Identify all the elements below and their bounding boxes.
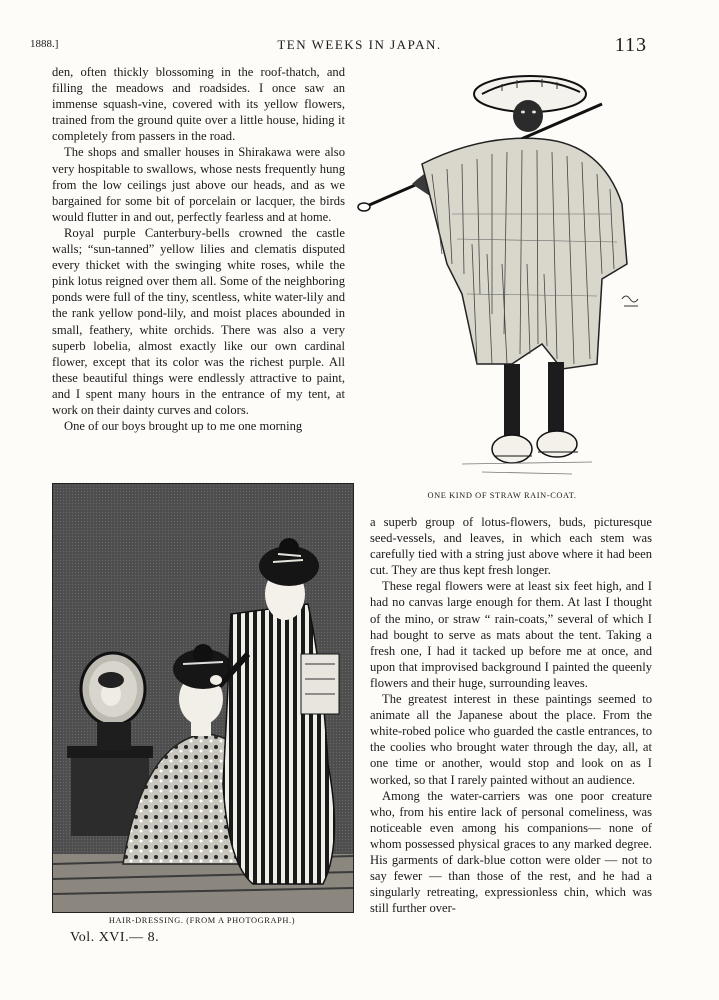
figure-caption: ONE KIND OF STRAW RAIN-COAT. (427, 491, 577, 500)
header-title: TEN WEEKS IN JAPAN. (277, 37, 442, 52)
paragraph: The greatest interest in these paintings seemed to animate all the Japanese about the place. From the white-robed police who guarded the castle entrances, to the coolies who brought water through the day, all, at one time or another, would stop and look on as I worked, so that I rarely painted without an audience. (370, 692, 652, 787)
volume-signature: Vol. XVI.— 8. (70, 930, 160, 945)
paragraph: Royal purple Canterbury-bells crowned the castle walls; “sun-tanned” yellow lilies and clematis disputed every thicket with the swinging white roses, while the pink lotus reigned over them all. Some of the neighboring ponds were full of the tiny, scentless, white water-lily and the rank yellow pond-lily, and moist places abounded in small, feathery, white orchids. There was also a very superb lobelia, almost exactly like our own cardinal flower, except that its color was the richest purple. All these beautiful things were endlessly attractive to paint, and I spent many hours in the entrance of my tent, at work on their dainty curves and colors. (52, 225, 345, 417)
paragraph: One of our boys brought up to me one morning (64, 419, 303, 434)
paragraph: The shops and smaller houses in Shirakawa were also very hospitable to swallows, whose nests frequently hung from the low ceilings just above our heads, and as we bargained for some bit of porcelain or lacquer, the birds would flutter in and out, perfectly fearless and at home. (52, 145, 345, 224)
paragraph: These regal flowers were at least six feet high, and I had no canvas large enough for them. At last I thought of the mino, or straw “ rain-coats,” several of which I had bought to serve as mats about the tent. Taking a fresh one, I had it tacked up before me at once, and upon that improvised background I painted the queenly flowers and their huge, surrounding leaves. (370, 579, 652, 690)
page-number: 113 (614, 34, 647, 56)
running-header (0, 34, 719, 58)
left-text-column (52, 64, 345, 434)
hair-dressing-photograph (52, 483, 354, 913)
paragraph: den, often thickly blossoming in the roof-thatch, and filling the meadows and roadsides. I once saw an immense squash-vine, covered with its yellow flowers, trained from the ground quite over a little house, hiding it completely from passers in the road. (52, 65, 345, 144)
paragraph: Among the water-carriers was one poor creature who, from his entire lack of personal comeliness, was noticeable even among his companions— none of whom possessed physical graces to any marked degree. His garments of dark-blue cotton were older — not to say fewer — than those of the rest, and he had a singularly retreating, expressionless chin, which was still further over- (370, 788, 652, 916)
figure-caption: HAIR-DRESSING. (FROM A PHOTOGRAPH.) (108, 916, 296, 925)
header-year: 1888.] (30, 38, 59, 50)
right-text-column (370, 514, 652, 916)
straw-raincoat-illustration (352, 64, 652, 484)
paragraph: a superb group of lotus-flowers, buds, picturesque seed-vessels, and leaves, in which each stem was carefully tied with a string just above where it had been cut. They are thus kept fresh longer. (370, 515, 652, 578)
